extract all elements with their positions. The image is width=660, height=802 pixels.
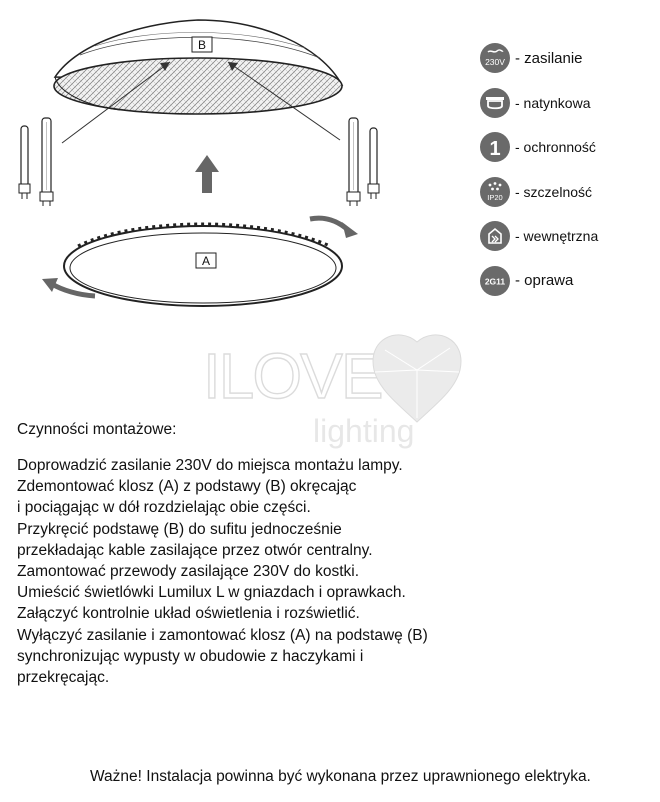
watermark-brand-top: ILOVE <box>203 340 382 412</box>
instruction-line: Zdemontować klosz (A) z podstawy (B) okręcając <box>17 478 357 496</box>
surface-mount-icon <box>480 88 510 118</box>
fluorescent-tube-right-1 <box>347 118 360 206</box>
fluorescent-tube-left-1 <box>19 126 30 199</box>
legend-label-indoor: - wewnętrzna <box>515 228 599 245</box>
legend-label-ip: - szczelność <box>515 183 593 200</box>
legend-row-mounting <box>480 81 655 126</box>
installation-instructions <box>17 455 487 688</box>
instruction-line: Wyłączyć zasilanie i zamontować klosz (A) na podstawę (B) <box>17 626 428 644</box>
ip-icon-text: IP20 <box>487 192 503 202</box>
base-b-dome <box>54 20 342 114</box>
fluorescent-tube-left-2 <box>40 118 53 206</box>
instruction-line: Doprowadzić zasilanie 230V do miejsca montażu lampy. <box>17 457 403 474</box>
indoor-icon <box>480 221 510 251</box>
fluorescent-tube-right-2 <box>368 128 379 199</box>
legend-label-voltage: - zasilanie <box>515 49 583 67</box>
ip20-icon <box>480 177 510 207</box>
instruction-line: Załączyć kontrolnie układ oświetlenia i rozświetlić. <box>17 605 360 623</box>
base-b-label: B <box>197 38 207 52</box>
voltage-230v-icon <box>480 43 510 73</box>
legend-row-voltage <box>480 36 655 81</box>
protection-class-1-icon <box>480 132 510 162</box>
legend-row-ip <box>480 170 655 215</box>
instruction-line: Przykręcić podstawę (B) do sufitu jednocześnie <box>17 520 342 538</box>
voltage-icon-text: 230V <box>485 57 505 68</box>
legend-row-protection <box>480 125 655 170</box>
heart-icon <box>373 335 461 422</box>
legend-row-indoor <box>480 214 655 259</box>
socket-2g11-icon <box>480 266 510 296</box>
legend-label-socket: - oprawa <box>515 272 574 290</box>
shade-a-label: A <box>201 254 211 268</box>
socket-icon-text: 2G11 <box>484 276 506 287</box>
protection-icon-text: 1 <box>489 138 501 161</box>
instruction-line: Zamontować przewody zasilające 230V do kostki. <box>17 563 360 581</box>
assembly-diagram <box>0 0 470 320</box>
legend-row-socket <box>480 259 655 304</box>
installation-heading: Czynności montażowe: <box>17 421 177 438</box>
instruction-line: przekręcając. <box>17 669 110 687</box>
rotate-arrow-right-icon <box>310 218 358 238</box>
brand-watermark-logo <box>195 330 485 450</box>
watermark-brand-bottom: lighting <box>313 413 415 449</box>
specification-legend <box>480 36 655 303</box>
legend-label-protection: - ochronność <box>515 139 596 156</box>
instruction-line: synchronizując wypusty w obudowie z haczykami i <box>17 647 364 665</box>
instruction-line: i pociągając w dół rozdzielając obie części. <box>17 499 311 517</box>
legend-label-mounting: - natynkowa <box>515 94 591 111</box>
instruction-line: przekładając kable zasilające przez otwór centralny. <box>17 541 373 559</box>
up-arrow-icon <box>195 155 219 193</box>
instruction-line: Umieścić świetlówki Lumilux L w gniazdach i oprawkach. <box>17 584 406 602</box>
electrician-warning-note: Ważne! Instalacja powinna być wykonana przez uprawnionego elektryka. <box>90 768 591 785</box>
